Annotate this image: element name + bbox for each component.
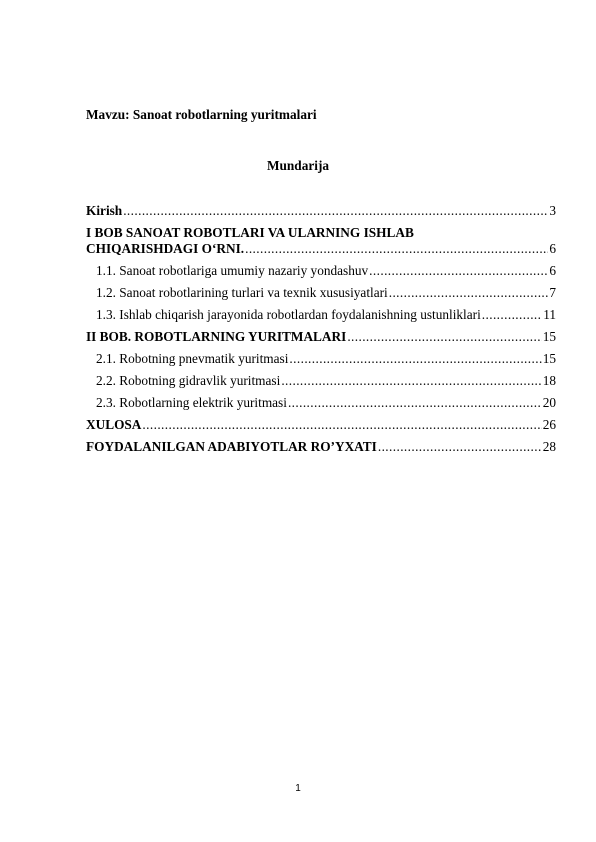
toc-entry-page: 3 [549, 203, 556, 218]
toc-entry-1-1[interactable] [86, 263, 556, 285]
toc-entry-label: Kirish [86, 203, 123, 218]
toc-entry-label: 2.1. Robotning pnevmatik yuritmasi [96, 351, 289, 366]
dot-leader [281, 373, 541, 388]
toc-entry-label: I BOB SANOAT ROBOTLARI VA ULARNING ISHLAB [86, 225, 414, 240]
toc-entry-page: 26 [542, 417, 556, 432]
dot-leader [245, 241, 548, 256]
toc-entry-chapter-1[interactable] [86, 241, 556, 263]
dot-leader [369, 263, 548, 278]
dot-leader [378, 439, 542, 454]
toc-entry-label: 2.2. Robotning gidravlik yuritmasi [96, 373, 281, 388]
toc-entry-page: 6 [549, 241, 556, 256]
toc-entry-page: 11 [543, 307, 556, 322]
toc-entry-page: 28 [542, 439, 556, 454]
dot-leader [389, 285, 549, 300]
toc-entry-page: 15 [542, 329, 556, 344]
toc-entry-2-2[interactable] [86, 373, 556, 395]
toc-entry-label: II BOB. ROBOTLARNING YURITMALARI [86, 329, 347, 344]
toc-entry-label: 1.3. Ishlab chiqarish jarayonida robotlardan foydalanishning ustunliklari [96, 307, 481, 322]
toc-entry-page: 20 [542, 395, 556, 410]
toc-entry-label: XULOSA [86, 417, 142, 432]
toc-entry-1-2[interactable] [86, 285, 556, 307]
toc-title: Mundarija [266, 158, 330, 173]
dot-leader [347, 329, 541, 344]
dot-leader [142, 417, 541, 432]
toc-entry-label: FOYDALANILGAN ADABIYOTLAR RO’YXATI [86, 439, 377, 454]
toc-entry-label: CHIQARISHDAGI O‘RNI. [86, 241, 245, 256]
toc-entry-label: 1.2. Sanoat robotlarining turlari va texnik xususiyatlari [96, 285, 388, 300]
toc-entry-page: 7 [549, 285, 556, 300]
table-of-contents [86, 203, 556, 461]
page-number: 1 [295, 783, 301, 794]
toc-entry-kirish[interactable] [86, 203, 556, 225]
toc-entry-chapter-1-line-1[interactable] [86, 225, 556, 241]
toc-entry-xulosa[interactable] [86, 417, 556, 439]
toc-entry-1-3[interactable] [86, 307, 556, 329]
toc-entry-label: 1.1. Sanoat robotlariga umumiy nazariy yondashuv [96, 263, 369, 278]
toc-entry-label: 2.3. Robotlarning elektrik yuritmasi [96, 395, 287, 410]
toc-entry-page: 6 [549, 263, 556, 278]
toc-entry-page: 18 [542, 373, 556, 388]
toc-entry-2-1[interactable] [86, 351, 556, 373]
dot-leader [482, 307, 542, 322]
document-topic: Mavzu: Sanoat robotlarning yuritmalari [86, 107, 317, 122]
toc-entry-chapter-2[interactable] [86, 329, 556, 351]
dot-leader [288, 395, 542, 410]
dot-leader [123, 203, 548, 218]
dot-leader [289, 351, 541, 366]
toc-entry-page: 15 [542, 351, 556, 366]
toc-entry-references[interactable] [86, 439, 556, 461]
toc-entry-2-3[interactable] [86, 395, 556, 417]
